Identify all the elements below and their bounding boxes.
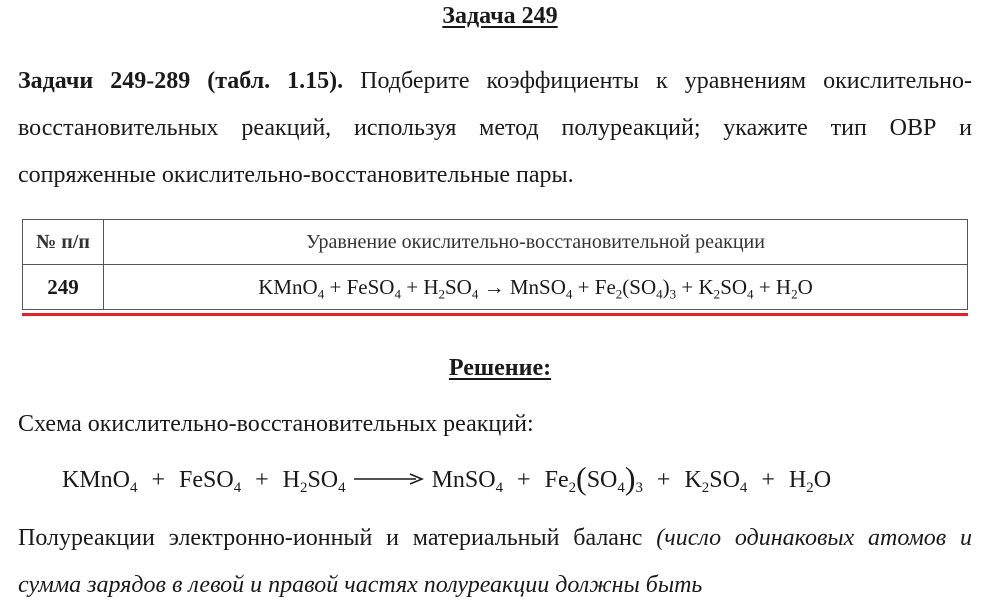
chemical-formula: MnSO$_4$	[431, 467, 504, 497]
chemical-formula: $K_2SO_4$	[698, 274, 754, 302]
plus-sign: +	[151, 467, 165, 493]
task-title: Задача 249	[442, 3, 558, 29]
chemical-formula: FeSO$_4$	[346, 274, 401, 302]
chemical-formula: KMnO$_4$	[258, 274, 325, 302]
task-table	[22, 219, 968, 310]
table-header-row	[23, 220, 968, 265]
chemical-formula: $H_2SO_4$	[282, 467, 346, 497]
half-reactions-text	[18, 515, 972, 609]
table-equation	[258, 274, 813, 302]
plus-sign: +	[572, 274, 595, 299]
plus-sign: +	[324, 274, 347, 299]
chemical-formula: $Fe_2(SO_4)_3$	[544, 460, 643, 497]
half-reactions-lead: Полуреакции электронно-ионный и материальный баланс	[18, 525, 657, 551]
plus-sign: +	[517, 467, 531, 493]
row-number: 249	[23, 265, 104, 310]
header-number: № п/п	[23, 220, 104, 265]
plus-sign: +	[656, 467, 671, 493]
row-equation	[104, 265, 968, 310]
plus-sign: +	[255, 467, 269, 493]
reaction-arrow-icon	[354, 461, 424, 473]
plus-sign: +	[400, 274, 424, 299]
chemical-formula: $H_2O$	[788, 467, 832, 497]
chemical-formula: $Fe_2(SO_4)_3$	[594, 274, 677, 302]
table-row	[23, 265, 968, 310]
plus-sign: +	[676, 274, 699, 299]
task-intro	[18, 58, 972, 199]
plus-sign: +	[753, 274, 776, 299]
task-instructions: Подберите коэффициенты к уравнениям окислительно-восстановительных реакций, используя метод полуреакций; укажите тип ОВР и сопряженные окислительно-восстановительные пары.	[18, 68, 972, 188]
solution-title: Решение:	[448, 355, 552, 381]
reaction-arrow-icon: →	[478, 274, 510, 299]
scheme-equation	[62, 459, 831, 497]
chemical-formula: MnSO$_4$	[509, 274, 573, 302]
chemical-formula: $H_2SO_4$	[423, 274, 479, 302]
plus-sign: +	[761, 467, 775, 493]
chemical-formula: FeSO$_4$	[179, 467, 242, 497]
header-equation: Уравнение окислительно-восстановительной реакции	[104, 220, 968, 265]
scheme-label: Схема окислительно-восстановительных реакций:	[18, 411, 534, 437]
chemical-formula: $H_2O$	[775, 274, 813, 302]
chemical-formula: KMnO$_4$	[62, 467, 138, 497]
task-range-label: Задачи 249-289 (табл. 1.15).	[18, 68, 344, 94]
chemical-formula: $K_2SO_4$	[684, 467, 748, 497]
half-reactions-note: (число одинаковых атомов и сумма зарядов в левой и правой частях полуреакции должны быть	[18, 525, 973, 598]
accent-divider	[22, 313, 968, 316]
